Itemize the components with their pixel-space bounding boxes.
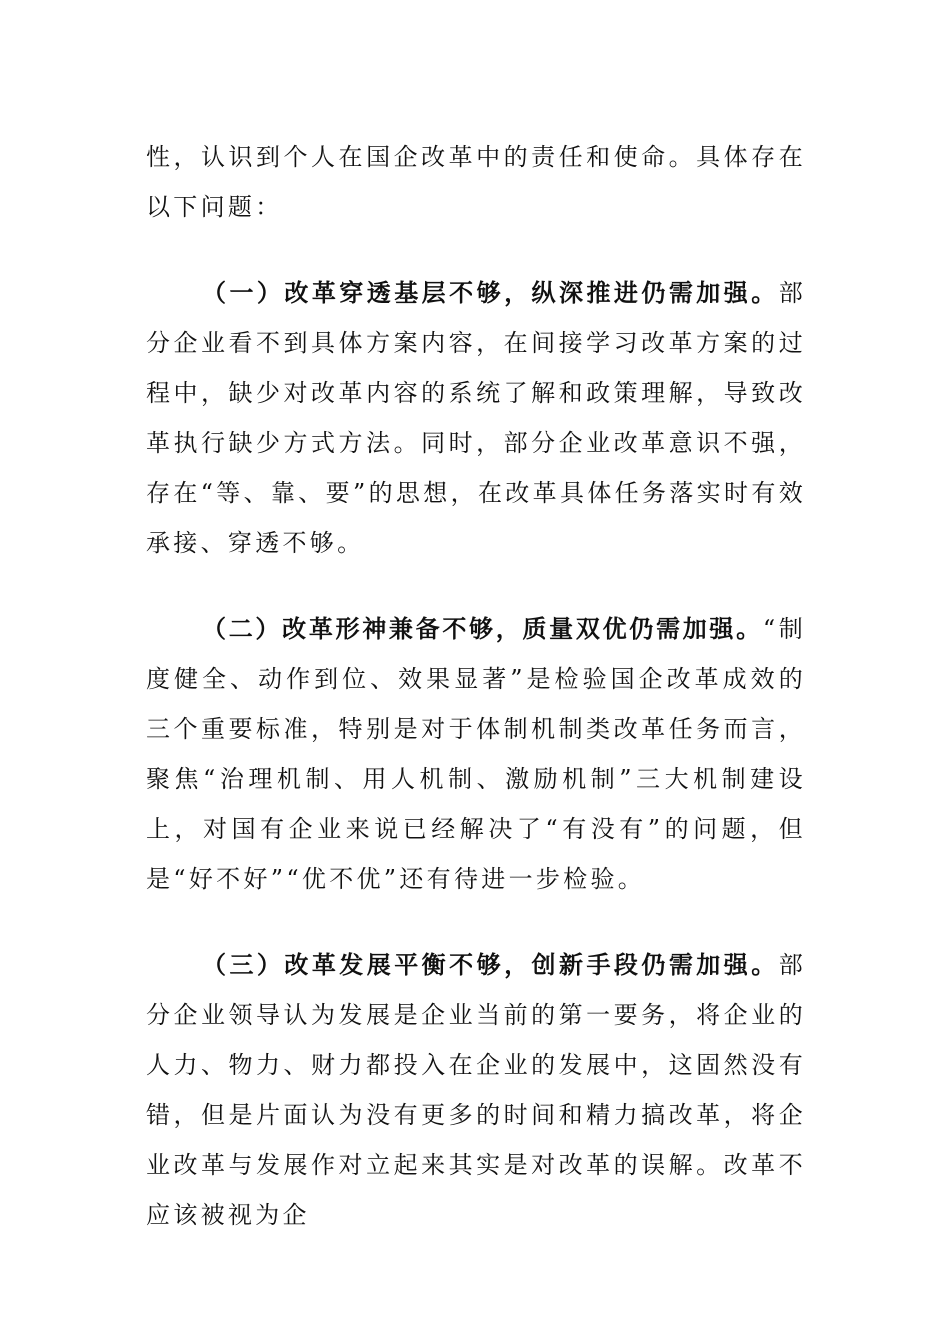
intro-paragraph: 性，认识到个人在国企改革中的责任和使命。具体存在以下问题： [146,143,806,221]
section-three-heading: （三）改革发展平衡不够，创新手段仍需加强。 [202,951,779,979]
section-one-paragraph [146,268,806,568]
section-one-heading: （一）改革穿透基层不够，纵深推进仍需加强。 [202,279,779,307]
section-three-paragraph [146,940,806,1240]
document-page [146,132,806,1240]
section-one-body: 部分企业看不到具体方案内容，在间接学习改革方案的过程中，缺少对改革内容的系统了解和政策理解，导致改革执行缺少方式方法。同时，部分企业改革意识不强，存在“等、靠、要”的思想，在改革具体任务落实时有效承接、穿透不够。 [146,279,806,557]
section-three-body: 部分企业领导认为发展是企业当前的第一要务，将企业的人力、物力、财力都投入在企业的发展中，这固然没有错，但是片面认为没有更多的时间和精力搞改革，将企业改革与发展作对立起来其实是对改革的误解。改革不应该被视为企 [146,951,806,1229]
section-two-body: “制度健全、动作到位、效果显著”是检验国企改革成效的三个重要标准，特别是对于体制机制类改革任务而言，聚焦“治理机制、用人机制、激励机制”三大机制建设上，对国有企业来说已经解决了“有没有”的问题，但是“好不好”“优不优”还有待进一步检验。 [146,615,806,893]
section-two-heading: （二）改革形神兼备不够，质量双优仍需加强。 [202,615,763,643]
section-two-paragraph [146,604,806,904]
